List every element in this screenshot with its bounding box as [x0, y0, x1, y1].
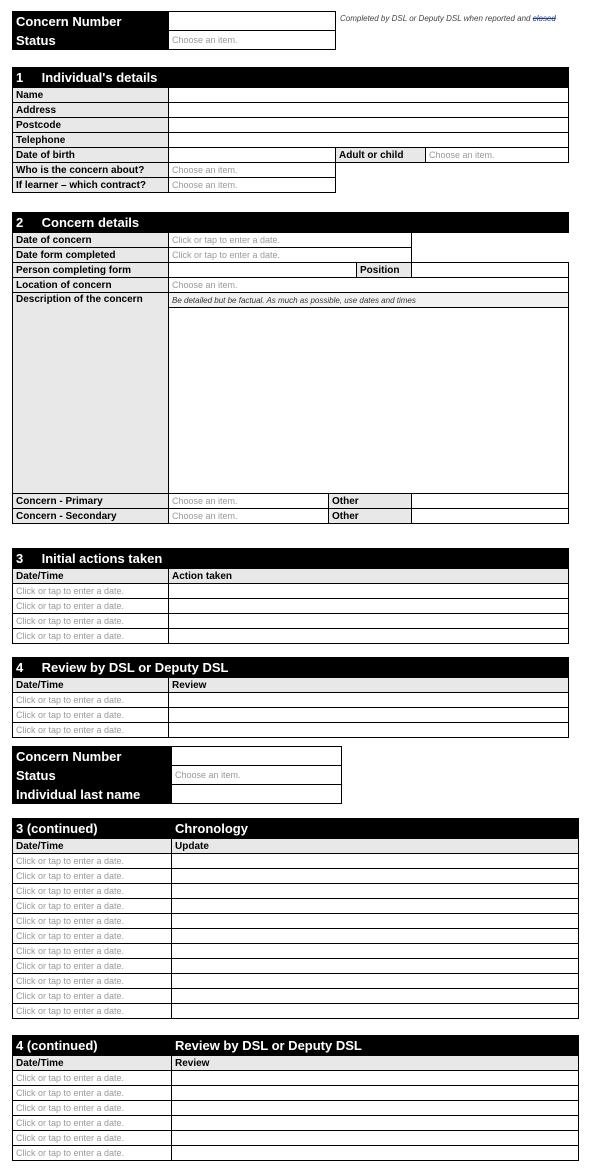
- completion-note-text: Completed by DSL or Deputy DSL when reported and: [340, 14, 531, 23]
- table-row: [13, 599, 569, 614]
- concern-secondary-label: Concern - Secondary: [13, 509, 169, 524]
- postcode-field[interactable]: [169, 118, 569, 133]
- action-field[interactable]: [169, 599, 569, 614]
- adult-child-dropdown[interactable]: Choose an item.: [426, 148, 569, 163]
- date-picker[interactable]: Click or tap to enter a date.: [13, 929, 172, 944]
- table-row: [13, 884, 579, 899]
- section2-number: 2: [16, 215, 24, 230]
- last-name-field[interactable]: [172, 785, 342, 804]
- postcode-label: Postcode: [13, 118, 169, 133]
- section3-col-datetime: Date/Time: [13, 569, 169, 584]
- header2-table: [12, 746, 342, 804]
- location-label: Location of concern: [13, 278, 169, 293]
- status-label-2: Status: [13, 766, 172, 785]
- concern-primary-label: Concern - Primary: [13, 494, 169, 509]
- table-row: [13, 614, 569, 629]
- section4c-left-header: 4 (continued): [13, 1036, 172, 1056]
- action-field[interactable]: [169, 614, 569, 629]
- date-picker[interactable]: Click or tap to enter a date.: [13, 989, 172, 1004]
- adult-child-label: Adult or child: [336, 148, 426, 163]
- concern-number-field[interactable]: [169, 12, 336, 31]
- section2-table: [12, 212, 569, 524]
- who-label: Who is the concern about?: [13, 163, 169, 178]
- secondary-other-field[interactable]: [412, 509, 569, 524]
- date-picker[interactable]: Click or tap to enter a date.: [13, 974, 172, 989]
- table-row: [13, 629, 569, 644]
- date-picker[interactable]: Click or tap to enter a date.: [13, 944, 172, 959]
- section3c-table: [12, 818, 579, 1019]
- date-picker[interactable]: Click or tap to enter a date.: [13, 884, 172, 899]
- date-picker[interactable]: Click or tap to enter a date.: [13, 708, 169, 723]
- primary-other-field[interactable]: [412, 494, 569, 509]
- section3-col-action: Action taken: [169, 569, 569, 584]
- date-picker[interactable]: Click or tap to enter a date.: [13, 723, 169, 738]
- date-picker[interactable]: Click or tap to enter a date.: [13, 614, 169, 629]
- status-dropdown-2[interactable]: Choose an item.: [172, 766, 342, 785]
- concern-primary-dropdown[interactable]: Choose an item.: [169, 494, 329, 509]
- section4c-title: Review by DSL or Deputy DSL: [172, 1036, 579, 1056]
- section4c-table: [12, 1035, 579, 1161]
- section4-title: Review by DSL or Deputy DSL: [41, 660, 229, 675]
- status-label: Status: [13, 31, 169, 50]
- table-row: [13, 1131, 579, 1146]
- section4-col-datetime: Date/Time: [13, 678, 169, 693]
- section3c-col-update: Update: [172, 839, 579, 854]
- position-label: Position: [357, 263, 412, 278]
- update-field[interactable]: [172, 929, 579, 944]
- table-row: [13, 959, 579, 974]
- date-form-label: Date form completed: [13, 248, 169, 263]
- section2-header: [13, 213, 569, 233]
- date-picker[interactable]: Click or tap to enter a date.: [13, 1004, 172, 1019]
- date-picker[interactable]: Click or tap to enter a date.: [13, 584, 169, 599]
- table-row: [13, 989, 579, 1004]
- update-field[interactable]: [172, 899, 579, 914]
- date-picker[interactable]: Click or tap to enter a date.: [13, 1131, 172, 1146]
- update-field[interactable]: [172, 989, 579, 1004]
- date-of-concern-label: Date of concern: [13, 233, 169, 248]
- description-label: Description of the concern: [13, 293, 169, 494]
- dob-label: Date of birth: [13, 148, 169, 163]
- review-field[interactable]: [172, 1086, 579, 1101]
- date-picker[interactable]: Click or tap to enter a date.: [13, 1086, 172, 1101]
- section3-number: 3: [16, 551, 24, 566]
- learner-dropdown[interactable]: Choose an item.: [169, 178, 336, 193]
- section1-header: [13, 68, 569, 88]
- review-field[interactable]: [172, 1146, 579, 1161]
- review-field[interactable]: [172, 1131, 579, 1146]
- secondary-other-label: Other: [329, 509, 412, 524]
- completion-note: [340, 13, 570, 25]
- update-field[interactable]: [172, 1004, 579, 1019]
- date-of-concern-picker[interactable]: Click or tap to enter a date.: [169, 233, 412, 248]
- review-field[interactable]: [169, 693, 569, 708]
- date-picker[interactable]: Click or tap to enter a date.: [13, 629, 169, 644]
- dob-field[interactable]: [169, 148, 336, 163]
- location-dropdown[interactable]: Choose an item.: [169, 278, 569, 293]
- table-row: [13, 584, 569, 599]
- section4-header: [13, 658, 569, 678]
- name-label: Name: [13, 88, 169, 103]
- description-textarea[interactable]: [169, 308, 569, 494]
- review-field[interactable]: [172, 1101, 579, 1116]
- section3-table: [12, 548, 569, 644]
- table-row: [13, 899, 579, 914]
- learner-label: If learner – which contract?: [13, 178, 169, 193]
- header-table: [12, 11, 336, 50]
- address-field[interactable]: [169, 103, 569, 118]
- section3c-title: Chronology: [172, 819, 579, 839]
- date-picker[interactable]: Click or tap to enter a date.: [13, 869, 172, 884]
- section4c-col-datetime: Date/Time: [13, 1056, 172, 1071]
- action-field[interactable]: [169, 629, 569, 644]
- update-field[interactable]: [172, 974, 579, 989]
- concern-number-label: Concern Number: [13, 12, 169, 31]
- address-label: Address: [13, 103, 169, 118]
- name-field[interactable]: [169, 88, 569, 103]
- table-row: [13, 1116, 579, 1131]
- update-field[interactable]: [172, 944, 579, 959]
- concern-secondary-dropdown[interactable]: Choose an item.: [169, 509, 329, 524]
- description-hint: Be detailed but be factual. As much as possible, use dates and times: [169, 293, 569, 308]
- table-row: [13, 693, 569, 708]
- table-row: [13, 944, 579, 959]
- table-row: [13, 869, 579, 884]
- update-field[interactable]: [172, 959, 579, 974]
- position-field[interactable]: [412, 263, 569, 278]
- review-field[interactable]: [169, 708, 569, 723]
- table-row: [13, 914, 579, 929]
- date-picker[interactable]: Click or tap to enter a date.: [13, 899, 172, 914]
- last-name-label: Individual last name: [13, 785, 172, 804]
- section3c-col-datetime: Date/Time: [13, 839, 172, 854]
- action-field[interactable]: [169, 584, 569, 599]
- person-field[interactable]: [169, 263, 357, 278]
- closed-link: closed: [532, 14, 556, 23]
- who-dropdown[interactable]: Choose an item.: [169, 163, 336, 178]
- table-row: [13, 974, 579, 989]
- date-picker[interactable]: Click or tap to enter a date.: [13, 959, 172, 974]
- table-row: [13, 708, 569, 723]
- table-row: [13, 929, 579, 944]
- date-picker[interactable]: Click or tap to enter a date.: [13, 1116, 172, 1131]
- table-row: [13, 1146, 579, 1161]
- date-picker[interactable]: Click or tap to enter a date.: [13, 854, 172, 869]
- section3-header: [13, 549, 569, 569]
- table-row: [13, 1101, 579, 1116]
- telephone-label: Telephone: [13, 133, 169, 148]
- section4-col-review: Review: [169, 678, 569, 693]
- table-row: [13, 1071, 579, 1086]
- update-field[interactable]: [172, 884, 579, 899]
- table-row: [13, 723, 569, 738]
- table-row: [13, 854, 579, 869]
- review-field[interactable]: [172, 1071, 579, 1086]
- date-picker[interactable]: Click or tap to enter a date.: [13, 599, 169, 614]
- concern-number-field-2[interactable]: [172, 747, 342, 766]
- section4-table: [12, 657, 569, 738]
- date-form-picker[interactable]: Click or tap to enter a date.: [169, 248, 412, 263]
- update-field[interactable]: [172, 914, 579, 929]
- section1-table: [12, 67, 569, 193]
- date-picker[interactable]: Click or tap to enter a date.: [13, 1071, 172, 1086]
- table-row: [13, 1086, 579, 1101]
- telephone-field[interactable]: [169, 133, 569, 148]
- section4c-col-review: Review: [172, 1056, 579, 1071]
- status-dropdown[interactable]: Choose an item.: [169, 31, 336, 50]
- date-picker[interactable]: Click or tap to enter a date.: [13, 1146, 172, 1161]
- section1-title: Individual's details: [41, 70, 158, 85]
- date-picker[interactable]: Click or tap to enter a date.: [13, 1101, 172, 1116]
- primary-other-label: Other: [329, 494, 412, 509]
- section4-number: 4: [16, 660, 24, 675]
- section2-title: Concern details: [41, 215, 140, 230]
- person-label: Person completing form: [13, 263, 169, 278]
- section1-number: 1: [16, 70, 24, 85]
- section3c-left-header: 3 (continued): [13, 819, 172, 839]
- date-picker[interactable]: Click or tap to enter a date.: [13, 693, 169, 708]
- date-picker[interactable]: Click or tap to enter a date.: [13, 914, 172, 929]
- review-field[interactable]: [169, 723, 569, 738]
- update-field[interactable]: [172, 854, 579, 869]
- section3-title: Initial actions taken: [41, 551, 163, 566]
- concern-number-label-2: Concern Number: [13, 747, 172, 766]
- review-field[interactable]: [172, 1116, 579, 1131]
- update-field[interactable]: [172, 869, 579, 884]
- table-row: [13, 1004, 579, 1019]
